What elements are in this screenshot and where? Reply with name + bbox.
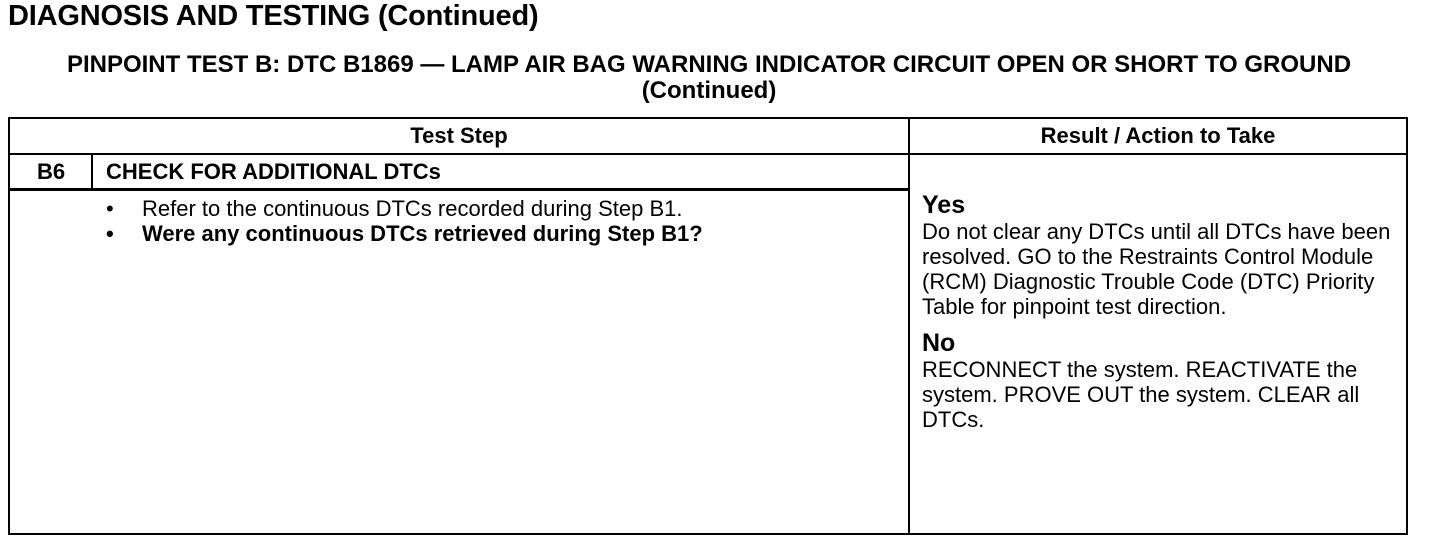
column-divider [908, 119, 910, 533]
pinpoint-test-table [8, 117, 1408, 535]
step-title-divider [10, 188, 908, 191]
instruction-item [104, 196, 904, 221]
result-yes-action: Do not clear any DTCs until all DTCs have been resolved. GO to the Restraints Control Module (RCM) Diagnostic Trouble Code (DTC) Priority Table for pinpoint test direction. [922, 219, 1391, 319]
result-yes-label: Yes [922, 191, 966, 219]
result-no-action: RECONNECT the system. REACTIVATE the system. PROVE OUT the system. CLEAR all DTCs. [922, 357, 1360, 432]
page-title: DIAGNOSIS AND TESTING (Continued) [8, 0, 539, 32]
instruction-question [104, 221, 904, 246]
header-test-step: Test Step [410, 123, 508, 148]
step-title: CHECK FOR ADDITIONAL DTCs [106, 159, 441, 184]
step-instructions [104, 196, 904, 246]
result-actions [922, 191, 1408, 432]
pinpoint-test-title: PINPOINT TEST B: DTC B1869 — LAMP AIR BAG WARNING INDICATOR CIRCUIT OPEN OR SHORT TO GROUND (Continued) [66, 51, 1352, 104]
header-result-action: Result / Action to Take [1040, 123, 1276, 148]
instruction-text: Were any continuous DTCs retrieved during Step B1? [142, 221, 703, 246]
bullet-icon: • [106, 196, 114, 221]
result-no-label: No [922, 329, 956, 357]
bullet-icon: • [106, 221, 114, 246]
step-id: B6 [36, 159, 66, 184]
instruction-text: Refer to the continuous DTCs recorded during Step B1. [142, 196, 683, 221]
